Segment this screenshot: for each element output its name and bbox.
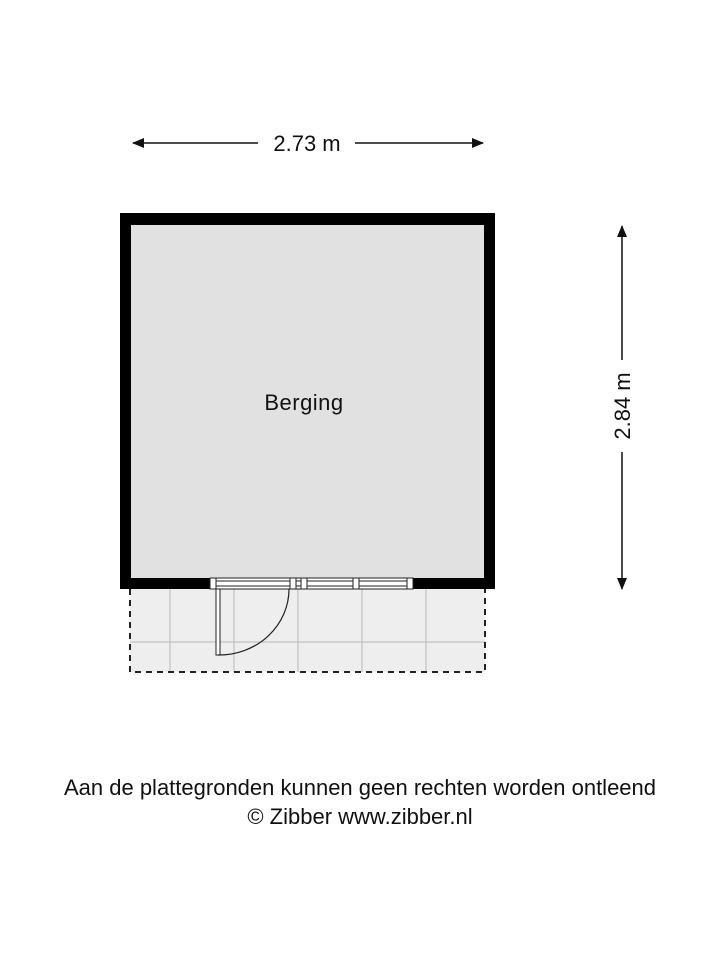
height-dimension-label: 2.84 m [610,372,635,440]
copyright-text: © Zibber www.zibber.nl [247,804,473,829]
height-dimension [610,226,635,589]
room-label: Berging [264,390,344,415]
width-dimension-label: 2.73 m [273,131,341,156]
width-dimension [133,131,483,156]
disclaimer-text: Aan de plattegronden kunnen geen rechten worden ontleend [63,775,657,800]
terrace-area [130,589,485,672]
door-window-frame [210,578,413,589]
